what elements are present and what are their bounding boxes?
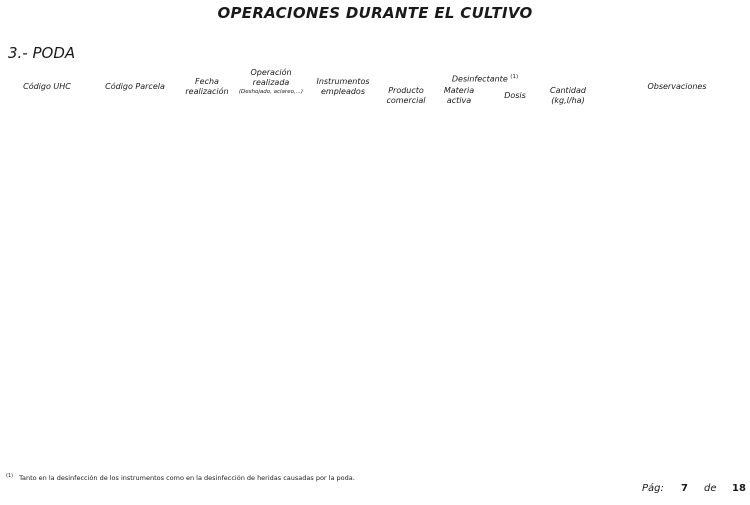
page-total: 18 [732, 483, 746, 494]
fecha-label-line2: realización [185, 87, 229, 96]
footnote [6, 473, 355, 482]
desinfectante-label: Desinfectante [451, 74, 508, 84]
codigo-uhc-label: Código UHC [23, 82, 71, 91]
operacion-label-line1: Operación [250, 68, 292, 77]
footnote-ref: (1) [6, 473, 14, 479]
dosis-label: Dosis [504, 91, 526, 100]
operacion-label-line2: realizada [252, 78, 290, 87]
column-header-observaciones [638, 82, 716, 92]
column-header-operacion [232, 68, 310, 97]
column-header-codigo-uhc [18, 82, 76, 92]
column-header-fecha [182, 77, 232, 97]
desinfectante-footnote-ref: (1) [510, 74, 519, 80]
page-of-label: de [704, 483, 717, 494]
document-title: OPERACIONES DURANTE EL CULTIVO [217, 4, 533, 22]
page-current: 7 [681, 483, 688, 494]
materia-label-line2: activa [446, 96, 472, 105]
column-header-dosis [496, 91, 534, 101]
producto-label-line1: Producto [388, 86, 424, 95]
footnote-text: Tanto en la desinfección de los instrumentos como en la desinfección de heridas causadas por la poda. [19, 474, 355, 483]
instrumentos-label-line2: empleados [321, 87, 365, 96]
column-header-cantidad [540, 86, 596, 106]
column-header-instrumentos [312, 77, 374, 97]
cantidad-label-line2: (kg,l/ha) [551, 96, 585, 105]
section-title: 3.- PODA [8, 44, 76, 62]
column-header-producto [380, 86, 432, 106]
operacion-note: (Deshojado, aclareo,...) [238, 89, 304, 95]
observaciones-label: Observaciones [647, 82, 707, 91]
column-header-materia [436, 86, 482, 106]
fecha-label-line1: Fecha [195, 77, 219, 86]
cantidad-label-line1: Cantidad [550, 86, 586, 95]
materia-label-line1: Materia [443, 86, 475, 95]
page-label: Pág: [642, 483, 664, 494]
column-header-codigo-parcela [100, 82, 170, 92]
codigo-parcela-label: Código Parcela [105, 82, 165, 91]
instrumentos-label-line1: Instrumentos [316, 77, 370, 86]
producto-label-line2: comercial [386, 96, 426, 105]
column-header-desinfectante [440, 72, 530, 85]
